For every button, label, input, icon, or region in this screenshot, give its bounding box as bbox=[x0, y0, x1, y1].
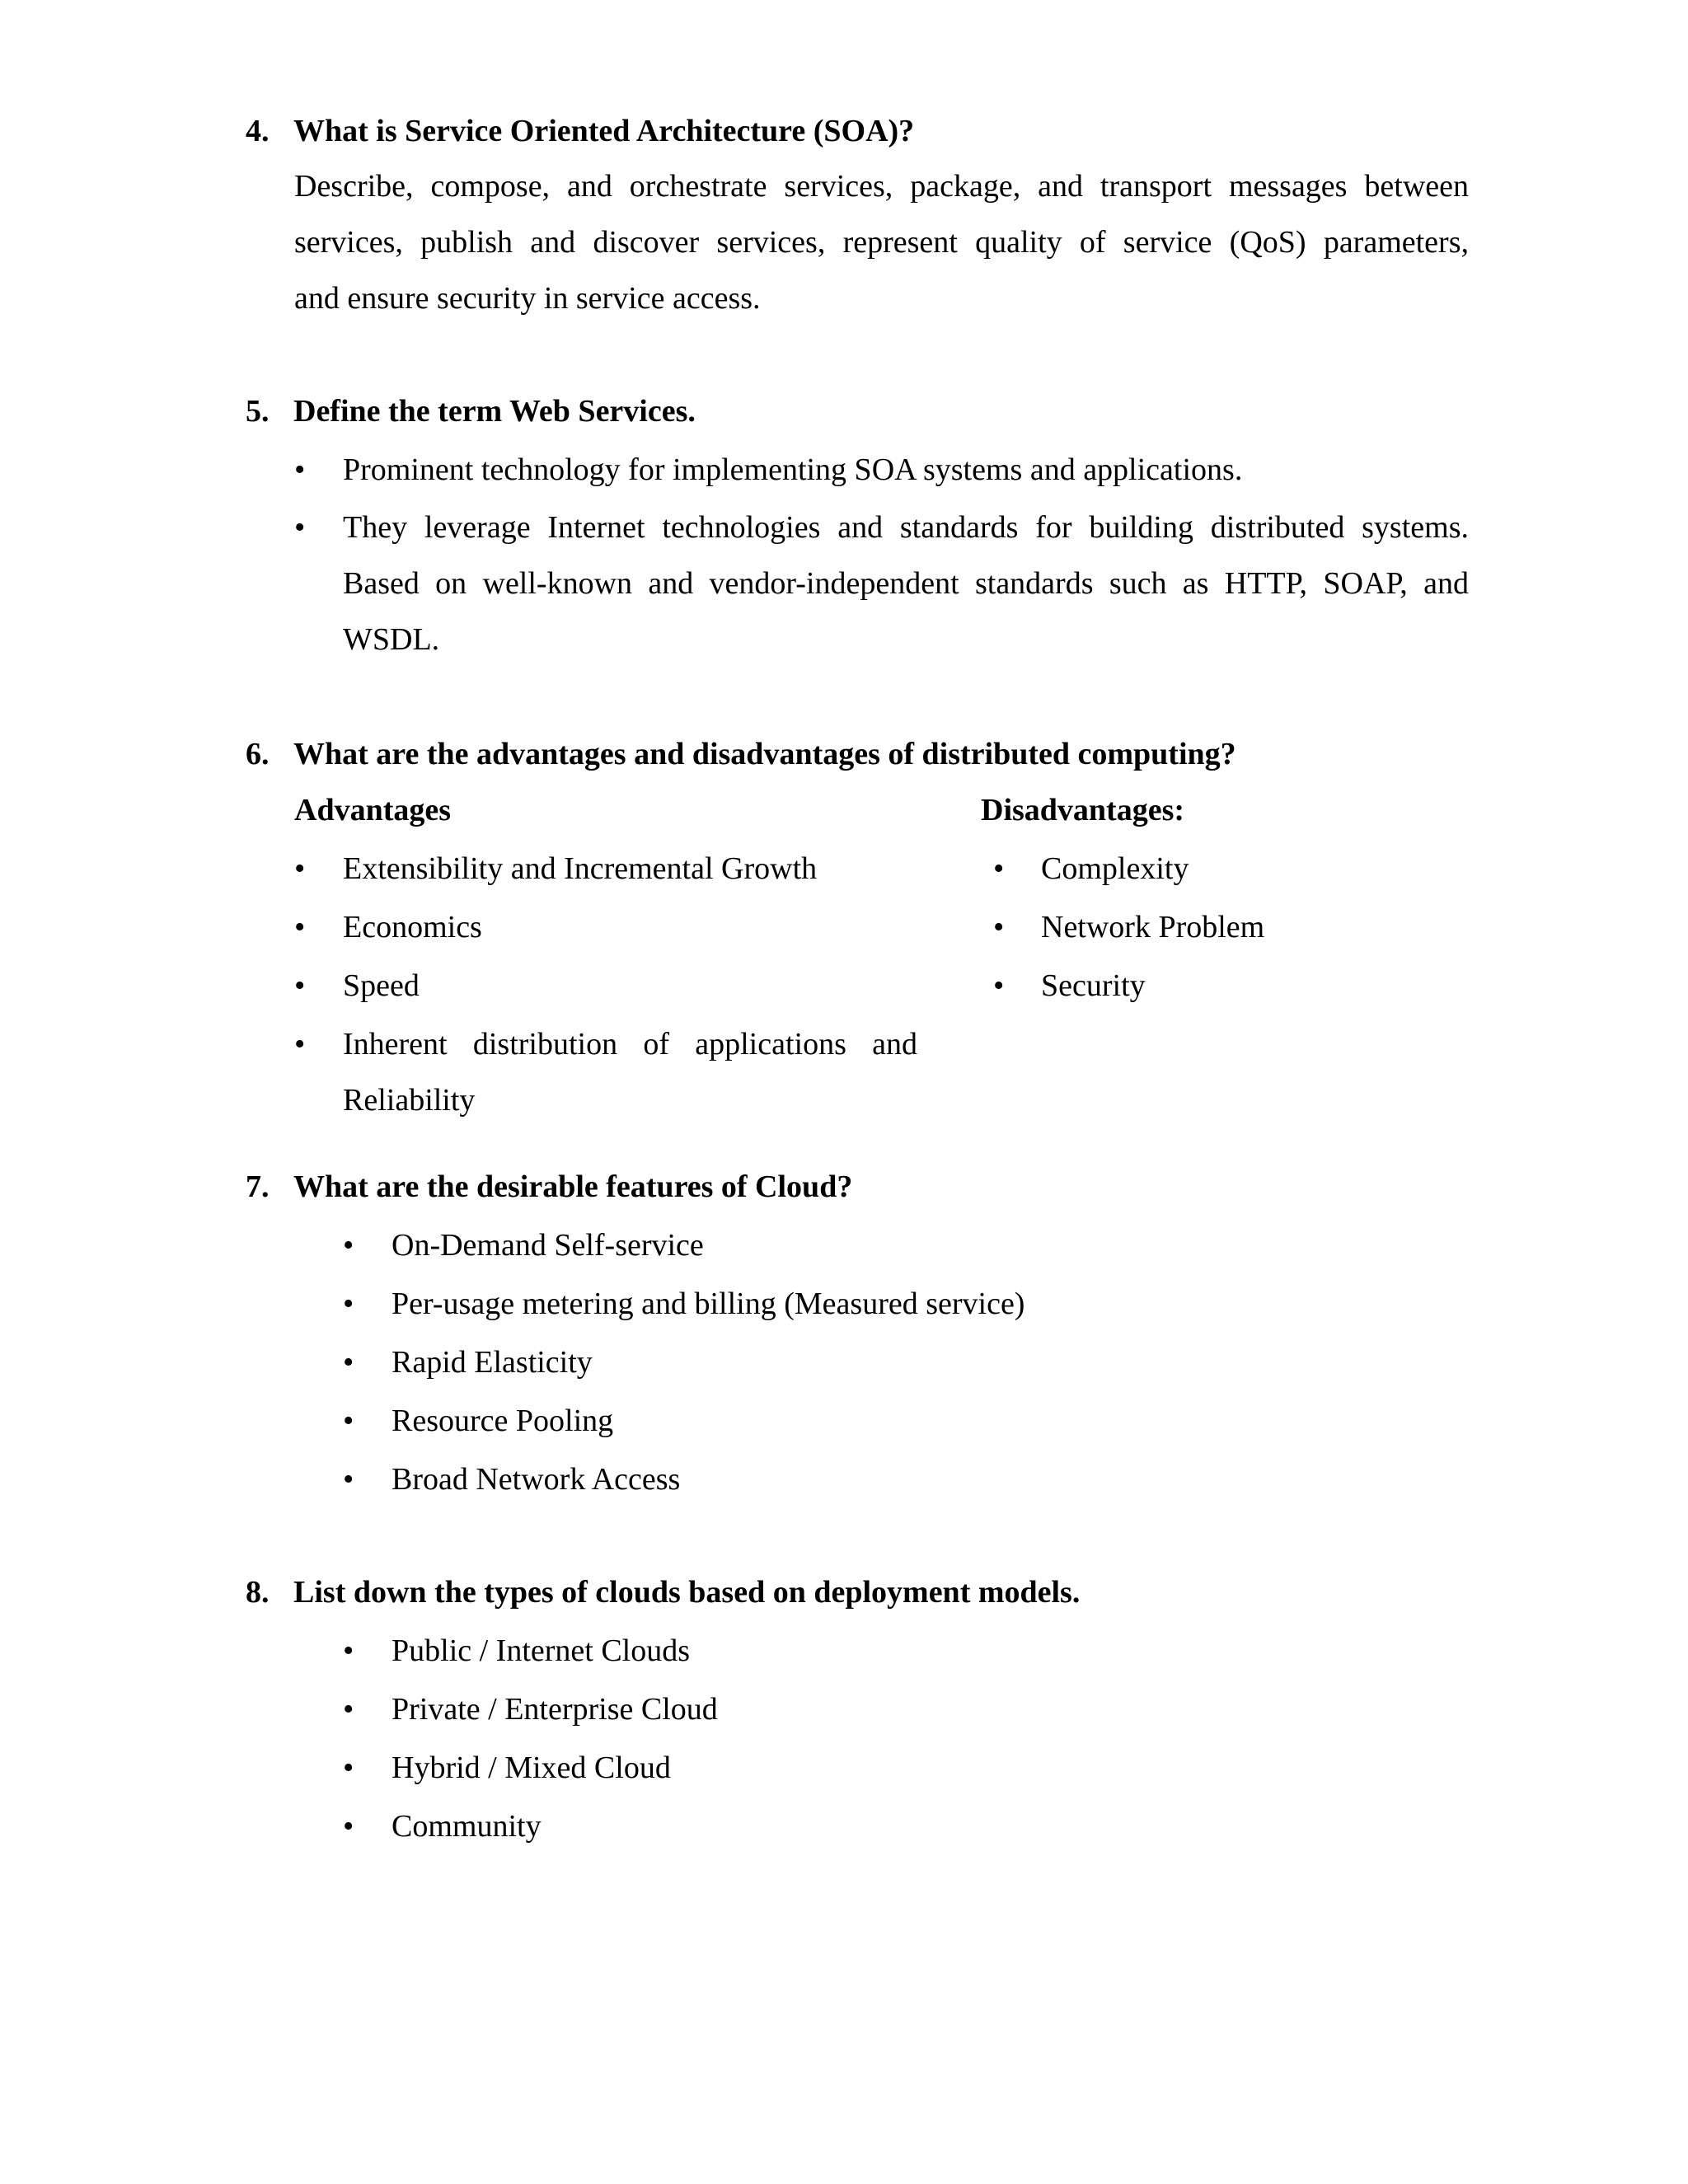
question-6-number: 6. bbox=[246, 737, 270, 771]
question-4-answer-line: services, publish and discover services, represent quality of service (QoS) parameters, bbox=[294, 225, 1469, 260]
cloud-type-item-text: Public / Internet Clouds bbox=[392, 1633, 691, 1668]
bullet-glyph: • bbox=[343, 1462, 354, 1497]
feature-item-text: Per-usage metering and billing (Measured service) bbox=[392, 1286, 1025, 1321]
cloud-type-item bbox=[343, 1740, 1414, 1796]
bullet-glyph: • bbox=[294, 1027, 306, 1062]
list-item-line: Based on well-known and vendor-independent standards such as HTTP, SOAP, and bbox=[343, 566, 1469, 601]
feature-item-text: On-Demand Self-service bbox=[392, 1228, 704, 1263]
disadvantage-item bbox=[993, 841, 1405, 897]
advantage-item-text: Economics bbox=[343, 910, 482, 944]
advantage-item-text bbox=[343, 1016, 917, 1128]
question-4-answer-line: Describe, compose, and orchestrate services, package, and transport messages between bbox=[294, 169, 1469, 204]
bullet-glyph: • bbox=[343, 1633, 354, 1668]
question-4-answer-line: and ensure security in service access. bbox=[294, 281, 761, 316]
feature-item bbox=[343, 1276, 1414, 1332]
feature-item-text: Rapid Elasticity bbox=[392, 1345, 593, 1380]
disadvantage-item bbox=[993, 958, 1405, 1014]
feature-item bbox=[343, 1334, 1414, 1390]
bullet-glyph: • bbox=[993, 910, 1005, 944]
question-7-title: What are the desirable features of Cloud? bbox=[293, 1169, 853, 1204]
list-item-text: Prominent technology for implementing SOA systems and applications. bbox=[343, 452, 1243, 487]
question-8-number: 8. bbox=[246, 1575, 270, 1610]
advantage-item-text: Speed bbox=[343, 968, 420, 1003]
advantage-item bbox=[294, 958, 954, 1014]
bullet-glyph: • bbox=[294, 452, 306, 487]
question-5-title: Define the term Web Services. bbox=[293, 394, 696, 429]
question-4-heading bbox=[246, 112, 914, 150]
disadvantage-item-text: Complexity bbox=[1041, 851, 1189, 886]
bullet-glyph: • bbox=[294, 851, 306, 886]
question-8-heading bbox=[246, 1573, 1080, 1611]
question-7-heading bbox=[246, 1168, 852, 1206]
question-4-number: 4. bbox=[246, 114, 270, 148]
cloud-type-item-text: Hybrid / Mixed Cloud bbox=[392, 1750, 671, 1785]
bullet-glyph: • bbox=[294, 510, 306, 545]
list-item bbox=[294, 442, 1469, 498]
advantage-item bbox=[294, 899, 954, 955]
question-5-heading bbox=[246, 392, 696, 430]
bullet-glyph: • bbox=[343, 1692, 354, 1727]
feature-item-text: Broad Network Access bbox=[392, 1462, 681, 1497]
bullet-glyph: • bbox=[993, 851, 1005, 886]
disadvantage-item-text: Security bbox=[1041, 968, 1146, 1003]
bullet-glyph: • bbox=[993, 968, 1005, 1003]
question-6-heading bbox=[246, 735, 1236, 773]
advantage-item bbox=[294, 1016, 954, 1128]
question-6-title: What are the advantages and disadvantages of distributed computing? bbox=[293, 737, 1236, 771]
feature-item bbox=[343, 1393, 1414, 1449]
disadvantages-heading: Disadvantages: bbox=[981, 793, 1185, 827]
cloud-type-item bbox=[343, 1798, 1414, 1854]
disadvantage-item-text: Network Problem bbox=[1041, 910, 1265, 944]
advantage-item-text: Extensibility and Incremental Growth bbox=[343, 851, 818, 886]
bullet-glyph: • bbox=[343, 1286, 354, 1321]
advantage-item bbox=[294, 841, 954, 897]
question-8-title: List down the types of clouds based on deployment models. bbox=[293, 1575, 1081, 1610]
question-5-number: 5. bbox=[246, 394, 270, 429]
cloud-type-item bbox=[343, 1623, 1414, 1679]
advantage-item-line: Inherent distribution of applications and bbox=[343, 1027, 917, 1062]
cloud-type-item-text: Private / Enterprise Cloud bbox=[392, 1692, 718, 1727]
advantages-heading: Advantages bbox=[294, 793, 452, 827]
feature-item-text: Resource Pooling bbox=[392, 1404, 614, 1438]
advantage-item-line: Reliability bbox=[343, 1083, 476, 1118]
bullet-glyph: • bbox=[294, 910, 306, 944]
cloud-type-item-text: Community bbox=[392, 1809, 542, 1844]
question-7-number: 7. bbox=[246, 1169, 270, 1204]
feature-item bbox=[343, 1451, 1414, 1507]
cloud-type-item bbox=[343, 1681, 1414, 1737]
question-4-answer bbox=[294, 158, 1469, 326]
list-item-text bbox=[343, 499, 1469, 668]
disadvantage-item bbox=[993, 899, 1405, 955]
bullet-glyph: • bbox=[343, 1228, 354, 1263]
bullet-glyph: • bbox=[343, 1404, 354, 1438]
feature-item bbox=[343, 1217, 1414, 1273]
bullet-glyph: • bbox=[343, 1809, 354, 1844]
list-item-line: WSDL. bbox=[343, 622, 440, 657]
bullet-glyph: • bbox=[343, 1750, 354, 1785]
bullet-glyph: • bbox=[343, 1345, 354, 1380]
bullet-glyph: • bbox=[294, 968, 306, 1003]
list-item-line: They leverage Internet technologies and standards for building distributed systems. bbox=[343, 510, 1469, 545]
question-4-title: What is Service Oriented Architecture (SOA)? bbox=[293, 114, 915, 148]
list-item bbox=[294, 499, 1469, 668]
